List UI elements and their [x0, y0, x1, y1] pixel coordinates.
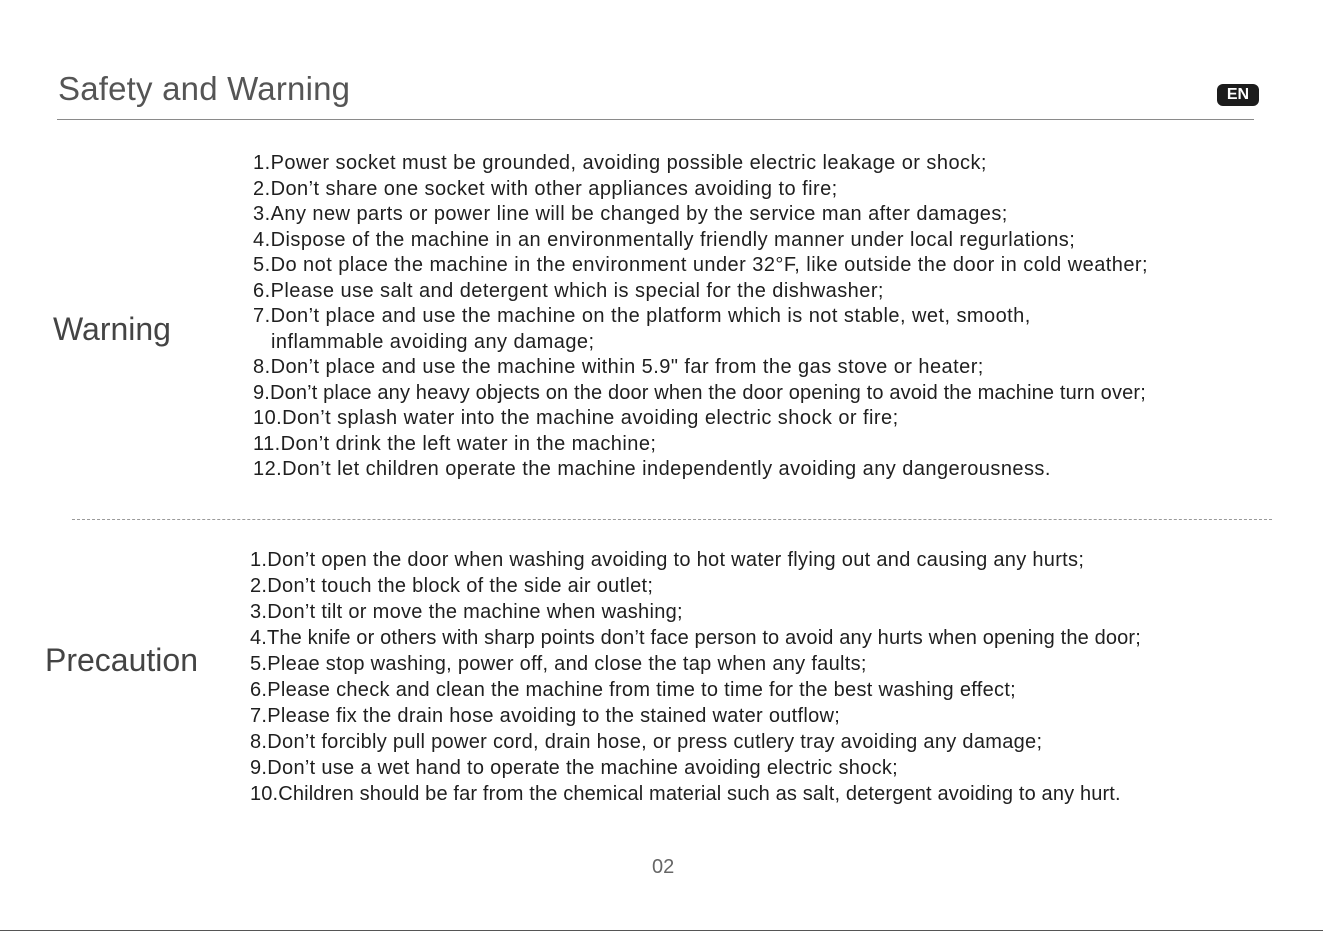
precaution-item: 1.Don’t open the door when washing avoiding to hot water flying out and causing any hurts;: [250, 549, 1085, 571]
precaution-item: 5.Pleae stop washing, power off, and close the tap when any faults;: [250, 653, 867, 675]
warning-list: [253, 151, 1148, 483]
precaution-item: 4.The knife or others with sharp points don’t face person to avoid any hurts when opening the door;: [250, 627, 1141, 649]
page-number: 02: [652, 856, 675, 878]
header-divider: [57, 119, 1254, 120]
precaution-item: 3.Don’t tilt or move the machine when washing;: [250, 601, 683, 623]
precaution-item: 8.Don’t forcibly pull power cord, drain hose, or press cutlery tray avoiding any damage;: [250, 731, 1043, 753]
warning-item: 8.Don’t place and use the machine within 5.9" far from the gas stove or heater;: [253, 356, 984, 378]
precaution-section-label: Precaution: [45, 642, 198, 678]
precaution-item: 6.Please check and clean the machine from time to time for the best washing effect;: [250, 679, 1017, 701]
warning-item: 3.Any new parts or power line will be changed by the service man after damages;: [253, 203, 1008, 225]
warning-item-continuation: inflammable avoiding any damage;: [253, 330, 595, 353]
warning-item: 1.Power socket must be grounded, avoiding possible electric leakage or shock;: [253, 152, 987, 174]
precaution-item: 10.Children should be far from the chemical material such as salt, detergent avoiding to any hurt.: [250, 783, 1121, 805]
page-title: Safety and Warning: [58, 70, 351, 107]
warning-item: 2.Don’t share one socket with other appliances avoiding to fire;: [253, 177, 838, 200]
warning-item: 10.Don’t splash water into the machine avoiding electric shock or fire;: [253, 407, 899, 429]
warning-item: 7.Don’t place and use the machine on the platform which is not stable, wet, smooth,: [253, 305, 1031, 327]
warning-item: 9.Don’t place any heavy objects on the door when the door opening to avoid the machine turn over;: [253, 381, 1146, 404]
precaution-list: [250, 547, 1141, 807]
warning-item: 11.Don’t drink the left water in the machine;: [253, 432, 657, 455]
warning-item: 4.Dispose of the machine in an environmentally friendly manner under local regurlations;: [253, 228, 1076, 251]
warning-item: 12.Don’t let children operate the machine independently avoiding any dangerousness.: [253, 458, 1051, 480]
precaution-item: 9.Don’t use a wet hand to operate the machine avoiding electric shock;: [250, 757, 899, 779]
warning-item: 5.Do not place the machine in the environment under 32°F, like outside the door in cold weather;: [253, 254, 1149, 276]
precaution-item: 7.Please fix the drain hose avoiding to the stained water outflow;: [250, 705, 841, 727]
precaution-item: 2.Don’t touch the block of the side air outlet;: [250, 575, 654, 597]
warning-section-label: Warning: [53, 311, 171, 347]
footer-divider: [0, 930, 1323, 931]
section-divider: [72, 519, 1272, 520]
warning-item: 6.Please use salt and detergent which is special for the dishwasher;: [253, 279, 884, 302]
language-badge: EN: [1217, 84, 1259, 106]
